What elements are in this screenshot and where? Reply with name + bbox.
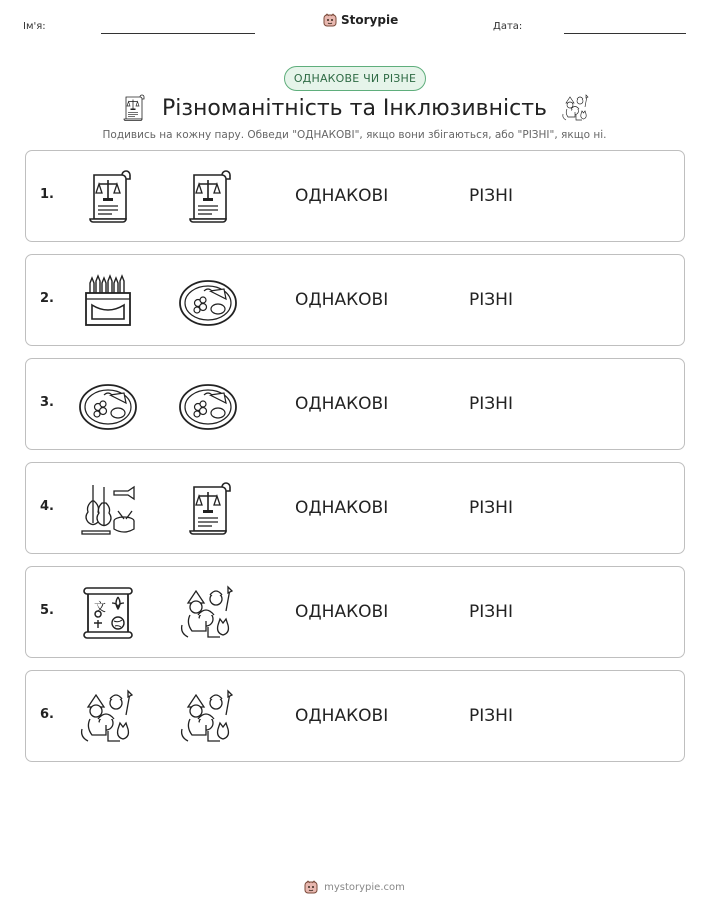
same-option[interactable]: ОДНАКОВІ xyxy=(295,602,389,622)
right-picture xyxy=(178,689,238,745)
name-line[interactable] xyxy=(101,33,255,34)
storypie-logo-icon xyxy=(304,880,318,894)
right-picture xyxy=(178,273,238,329)
diverse-characters-icon xyxy=(78,689,138,745)
diverse-characters-icon xyxy=(178,689,238,745)
different-option[interactable]: РІЗНІ xyxy=(469,706,513,726)
activity-badge: ОДНАКОВЕ ЧИ РІЗНЕ xyxy=(284,66,426,91)
question-number: 6. xyxy=(40,707,54,722)
right-picture xyxy=(178,585,238,641)
scales-document-icon xyxy=(178,169,238,225)
different-option[interactable]: РІЗНІ xyxy=(469,186,513,206)
food-plate-icon xyxy=(178,377,238,433)
scales-document-icon xyxy=(78,169,138,225)
same-option[interactable]: ОДНАКОВІ xyxy=(295,186,389,206)
right-picture xyxy=(178,377,238,433)
music-instruments-icon xyxy=(78,481,138,537)
left-picture xyxy=(78,273,138,329)
question-row xyxy=(25,670,685,762)
scales-document-icon xyxy=(118,92,148,124)
left-picture xyxy=(78,481,138,537)
different-option[interactable]: РІЗНІ xyxy=(469,602,513,622)
footer-url: mystorypie.com xyxy=(324,881,405,893)
food-plate-icon xyxy=(78,377,138,433)
brand xyxy=(323,13,398,27)
name-label: Ім'я: xyxy=(23,21,46,32)
same-option[interactable]: ОДНАКОВІ xyxy=(295,706,389,726)
left-picture xyxy=(78,169,138,225)
different-option[interactable]: РІЗНІ xyxy=(469,290,513,310)
scales-document-icon xyxy=(178,481,238,537)
culture-scroll-icon xyxy=(78,585,138,641)
question-row xyxy=(25,358,685,450)
same-option[interactable]: ОДНАКОВІ xyxy=(295,498,389,518)
question-row xyxy=(25,566,685,658)
question-row xyxy=(25,254,685,346)
footer xyxy=(0,880,709,894)
left-picture xyxy=(78,585,138,641)
question-row xyxy=(25,150,685,242)
diverse-characters-icon xyxy=(178,585,238,641)
question-number: 5. xyxy=(40,603,54,618)
left-picture xyxy=(78,689,138,745)
date-line[interactable] xyxy=(564,33,686,34)
crayon-box-icon xyxy=(78,273,138,329)
diverse-characters-icon xyxy=(561,92,591,124)
left-picture xyxy=(78,377,138,433)
question-row xyxy=(25,462,685,554)
question-number: 3. xyxy=(40,395,54,410)
right-picture xyxy=(178,169,238,225)
same-option[interactable]: ОДНАКОВІ xyxy=(295,394,389,414)
date-label: Дата: xyxy=(493,21,523,32)
different-option[interactable]: РІЗНІ xyxy=(469,498,513,518)
same-option[interactable]: ОДНАКОВІ xyxy=(295,290,389,310)
question-number: 2. xyxy=(40,291,54,306)
question-number: 1. xyxy=(40,187,54,202)
question-list xyxy=(25,150,685,774)
instruction-text: Подивись на кожну пару. Обведи "ОДНАКОВІ", якщо вони збігаються, або "РІЗНІ", якщо ні. xyxy=(102,129,607,141)
worksheet-header xyxy=(0,0,709,40)
page-title: Різноманітність та Інклюзивність xyxy=(161,95,548,121)
different-option[interactable]: РІЗНІ xyxy=(469,394,513,414)
question-number: 4. xyxy=(40,499,54,514)
food-plate-icon xyxy=(178,273,238,329)
brand-name: Storypie xyxy=(341,13,399,27)
right-picture xyxy=(178,481,238,537)
title-row xyxy=(0,90,709,126)
storypie-logo-icon xyxy=(323,13,337,27)
